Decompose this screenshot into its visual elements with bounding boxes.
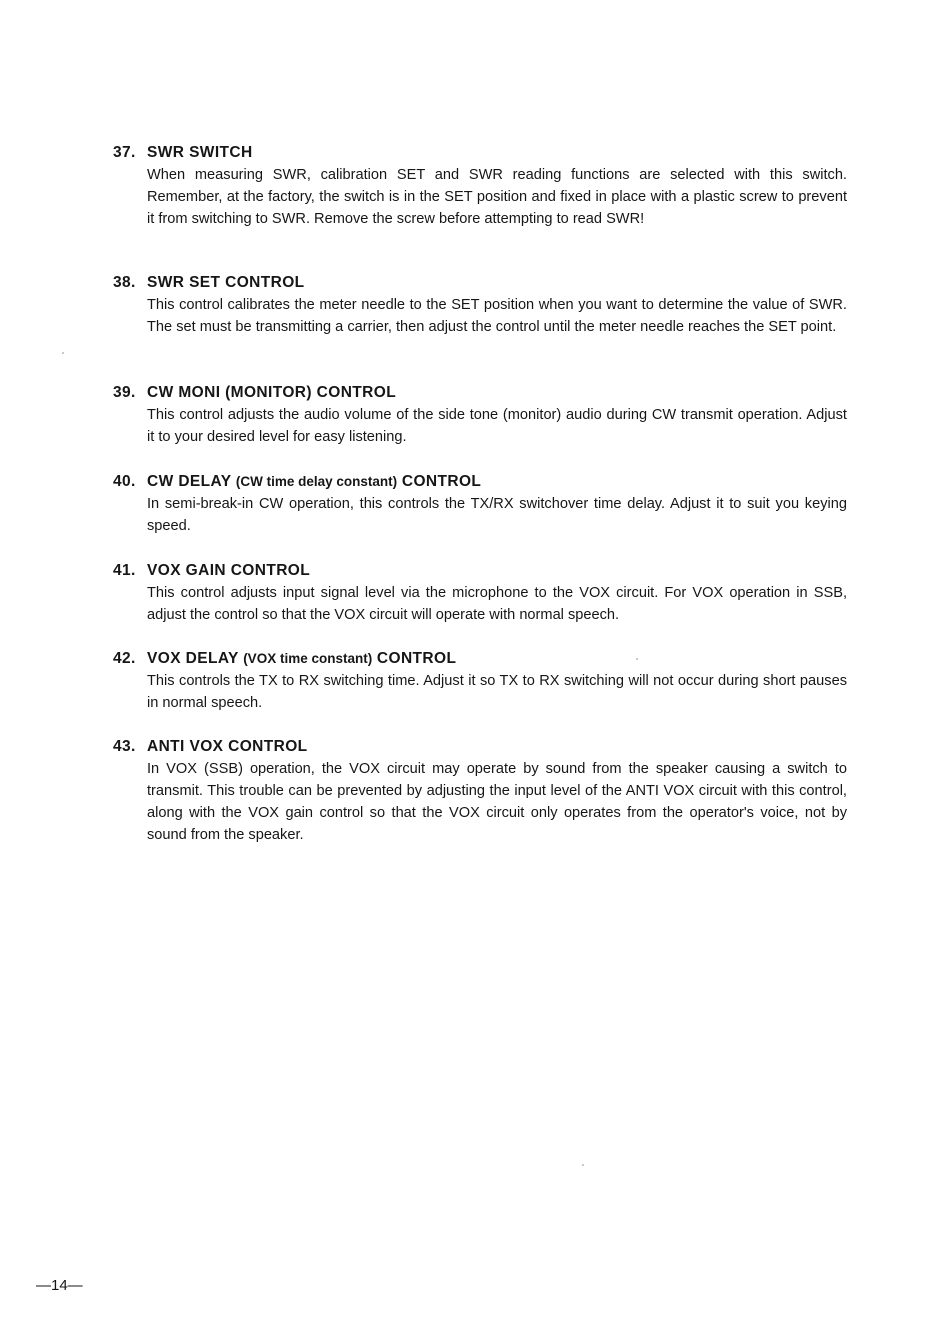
section-title-part3: CONTROL — [372, 650, 457, 667]
section-number: 40. — [113, 473, 136, 490]
section-39 — [113, 382, 853, 448]
section-number: 38. — [113, 274, 136, 291]
section-42 — [113, 648, 853, 714]
section-title-part1: VOX DELAY — [147, 650, 244, 667]
section-body: This control adjusts input signal level via the microphone to the VOX circuit. For VOX operation in SSB, adjust the control so that the VOX circuit will operate with normal speech. — [147, 585, 847, 623]
section-37 — [113, 142, 853, 230]
section-number: 39. — [113, 384, 136, 401]
section-heading — [113, 736, 853, 758]
section-title: VOX GAIN CONTROL — [147, 562, 311, 579]
section-body: This control calibrates the meter needle to the SET position when you want to determine the value of SWR. The set must be transmitting a carrier, then adjust the control until the meter needle reaches the SET point. — [147, 297, 847, 335]
section-heading — [113, 382, 853, 404]
scan-speck — [62, 352, 64, 354]
section-38 — [113, 272, 853, 338]
section-title: ANTI VOX CONTROL — [147, 738, 308, 755]
section-title-part2: (CW time delay constant) — [235, 474, 398, 489]
scan-speck — [582, 1164, 584, 1166]
section-heading — [113, 471, 853, 493]
scan-speck — [636, 658, 638, 660]
section-title: SWR SWITCH — [147, 144, 253, 161]
section-title-part3: CONTROL — [397, 473, 482, 490]
section-title-part1: CW DELAY — [147, 473, 236, 490]
section-heading — [113, 560, 853, 582]
section-number: 37. — [113, 144, 136, 161]
page-number: —14— — [36, 1277, 83, 1294]
section-heading — [113, 648, 853, 670]
section-body: In semi-break-in CW operation, this controls the TX/RX switchover time delay. Adjust it to suit you keying speed. — [147, 496, 847, 534]
section-heading — [113, 142, 853, 164]
section-body: This control adjusts the audio volume of the side tone (monitor) audio during CW transmit operation. Adjust it to your desired level for easy listening. — [147, 407, 847, 445]
section-number: 42. — [113, 650, 136, 667]
section-title: CW MONI (MONITOR) CONTROL — [147, 384, 397, 401]
section-body: In VOX (SSB) operation, the VOX circuit may operate by sound from the speaker causing a switch to transmit. This trouble can be prevented by adjusting the input level of the ANTI VOX circuit with this control, along with the VOX gain control so that the VOX circuit only operates from the operator's voice, not by sound from the speaker. — [147, 761, 847, 843]
section-40 — [113, 471, 853, 537]
section-title-part2: (VOX time constant) — [243, 651, 373, 666]
section-41 — [113, 560, 853, 626]
section-number: 43. — [113, 738, 136, 755]
section-title: SWR SET CONTROL — [147, 274, 305, 291]
section-body: When measuring SWR, calibration SET and SWR reading functions are selected with this switch. Remember, at the factory, the switch is in the SET position and fixed in place with a plastic screw to prevent it from switching to SWR. Remove the screw before attempting to read SWR! — [147, 167, 847, 227]
section-43 — [113, 736, 853, 846]
section-heading — [113, 272, 853, 294]
section-body: This controls the TX to RX switching time. Adjust it so TX to RX switching will not occur during short pauses in normal speech. — [147, 673, 847, 711]
section-number: 41. — [113, 562, 136, 579]
